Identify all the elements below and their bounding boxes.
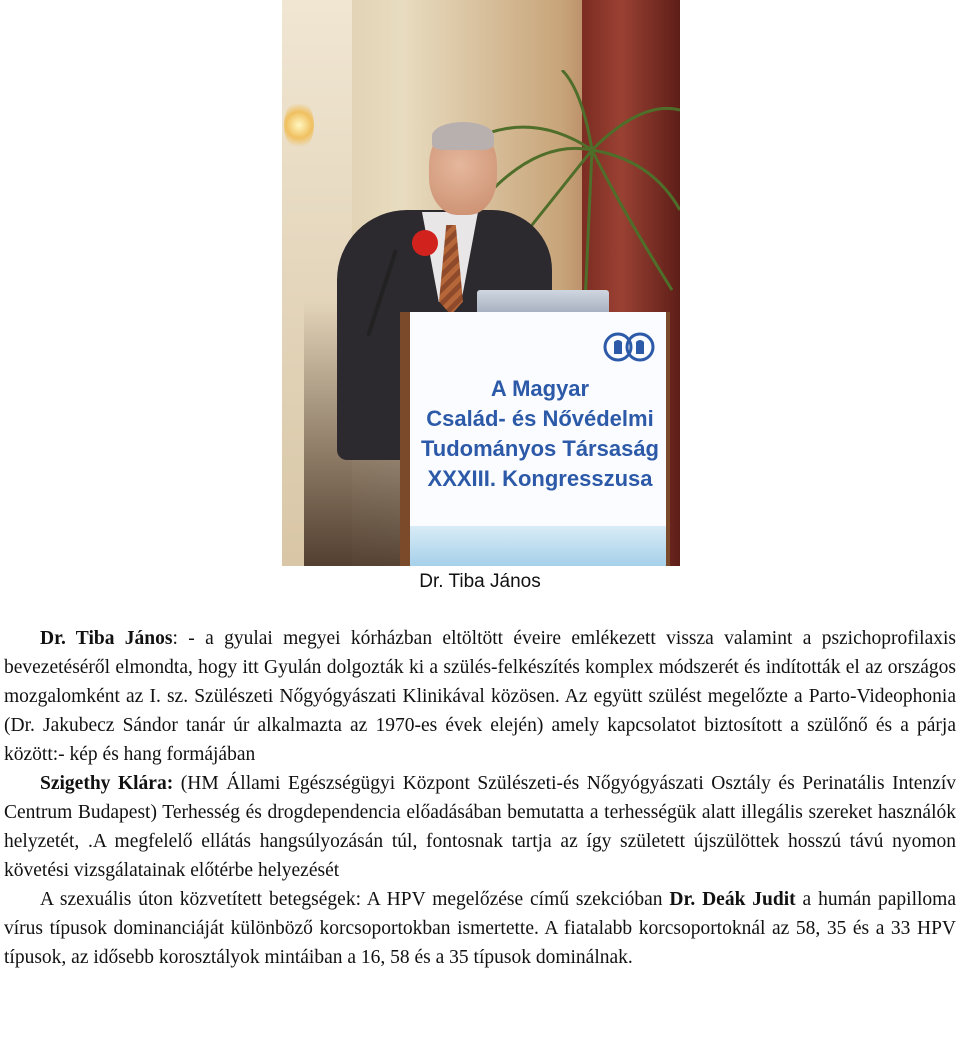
banner-line: XXXIII. Kongresszusa — [427, 466, 653, 491]
banner-line: A Magyar — [490, 376, 590, 401]
society-logo-icon — [602, 330, 658, 364]
banner-line: Tudományos Társaság — [421, 436, 659, 461]
microphone-icon — [412, 230, 438, 256]
banner-line: Család- és Nővédelmi — [426, 406, 654, 431]
speaker-name: Szigethy Klára: — [40, 773, 174, 794]
paragraph — [4, 624, 956, 769]
podium-banner — [410, 312, 666, 566]
speaker-photo — [282, 0, 680, 566]
paragraph — [4, 769, 956, 885]
speaker-name: Dr. Tiba János — [40, 628, 173, 649]
paragraph-text: : - a gyulai megyei kórházban eltöltött éveire emlékezett vissza valamint a pszichoprofilaxis bevezetéséről elmondta, hogy itt Gyulán dolgozták ki a szülés-felkészítés komplex módszerét és indították el az országos mozgalomként az I. sz. Szülészeti Nőgyógyászati Klinikával közösen. Az együtt szülést megelőzte a Parto-Videophonia (Dr. Jakubecz Sándor tanár úr alkalmazta az 1970-es évek elején) amely kapcsolatot biztosított a szülőnő és a párja között:- kép és hang formájában — [4, 628, 956, 765]
paragraph-text: a humán papilloma vírus típusok dominanciáját különböző korcsoportokban ismertette. A fiatalabb korcsoportoknál az 58, 35 és a 33 HPV típusok, az idősebb korosztályok mintáiban a 16, 58 és a 35 típusok dominálnak. — [4, 889, 957, 968]
speaker-name: Dr. Deák Judit — [669, 889, 796, 910]
paragraph — [4, 885, 956, 972]
section-intro: A szexuális úton közvetített betegségek: A HPV megelőzése című szekcióban — [40, 889, 670, 910]
paragraph-text: (HM Állami Egészségügyi Központ Szülészeti-és Nőgyógyászati Osztály és Perinatális Intenzív Centrum Budapest) Terhesség és drogdependencia előadásában bemutatta a terhességük alatt illegális szereket használók helyzetét, .A megfelelő ellátás hangsúlyozásán túl, fontosnak tartja az így született újszülöttek hosszú távú nyomon követési vizsgálatainak előtérbe helyezését — [4, 773, 956, 881]
photo-caption: Dr. Tiba János — [419, 571, 541, 592]
wall-lamp — [284, 100, 314, 150]
banner-text — [418, 374, 662, 494]
article-body — [4, 624, 956, 972]
speaker-hair — [432, 122, 494, 150]
banner-sky-graphic — [410, 526, 666, 566]
